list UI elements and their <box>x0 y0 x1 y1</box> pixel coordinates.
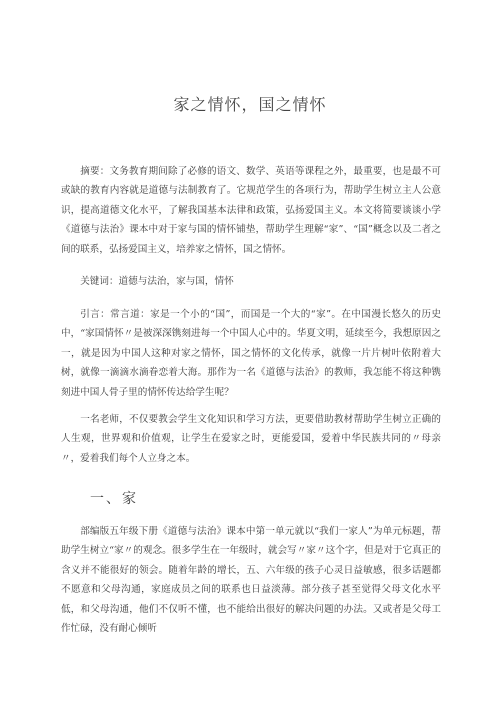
keywords-paragraph: 关键词：道德与法治，家与国，情怀 <box>80 276 234 287</box>
abstract-paragraph: 摘要：文务教育期间除了必修的语文、数学、英语等课程之外，最重要，也是最不可或缺的教育内容就是道德与法制教育了。它规范学生的各项行为，帮助学生树立主人公意识，提高道德文化水平，了解我国基本法律和政策，弘扬爱国主义。本文将简要谈谈小学《道德与法治》课本中对于家与国的情怀铺垫，帮助学生理解“家”、“国”概念以及二者之间的联系，弘扬爱国主义，培养家之情怀，国之情怀。 <box>61 166 441 255</box>
section-paragraph: 部编版五年级下册《道德与法治》课本中第一单元就以“我们一家人”为单元标题，帮助学生树立“家〃的观念。很多学生在一年级时，就会写〃家〃这个字，但是对于它真正的含义并不能很好的领会。随着年龄的增长，五、六年级的孩子心灵日益敏感，很多话题都不愿意和父母沟通，家庭成员之间的联系也日益淡薄。部分孩子甚至觉得父母文化水平低，和父母沟通，他们不仅听不懂，也不能给出很好的解决问题的办法。又或者是父母工作忙碌，没有耐心倾听 <box>61 526 441 635</box>
intro-paragraph: 引言：常言道：家是一个小的“国”，而国是一个大的“家”。在中国漫长悠久的历史中，“家国情怀〃是被深深镌刻进每一个中国人心中的。华夏文明，延续至今，我想原因之一，就是因为中国人这种对家之情怀，国之情怀的文化传承，就像一片片树叶依附着大树，就像一滴滴水滴眷恋着大海。那作为一名《道德与法治》的教师，我怎能不将这种镌刻进中国人骨子里的情怀传达给学生呢？ <box>61 309 441 398</box>
page-title: 家之情怀，国之情怀 <box>173 95 327 114</box>
section-heading: 一、家 <box>90 491 138 507</box>
teacher-paragraph: 一名老师，不仅要教会学生文化知识和学习方法，更要借助教材帮助学生树立正确的人生观，世界观和价值观，让学生在爱家之时，更能爱国，爱着中华民族共同的〃母亲〃，爱着我们每个人立身之本。 <box>61 414 441 464</box>
